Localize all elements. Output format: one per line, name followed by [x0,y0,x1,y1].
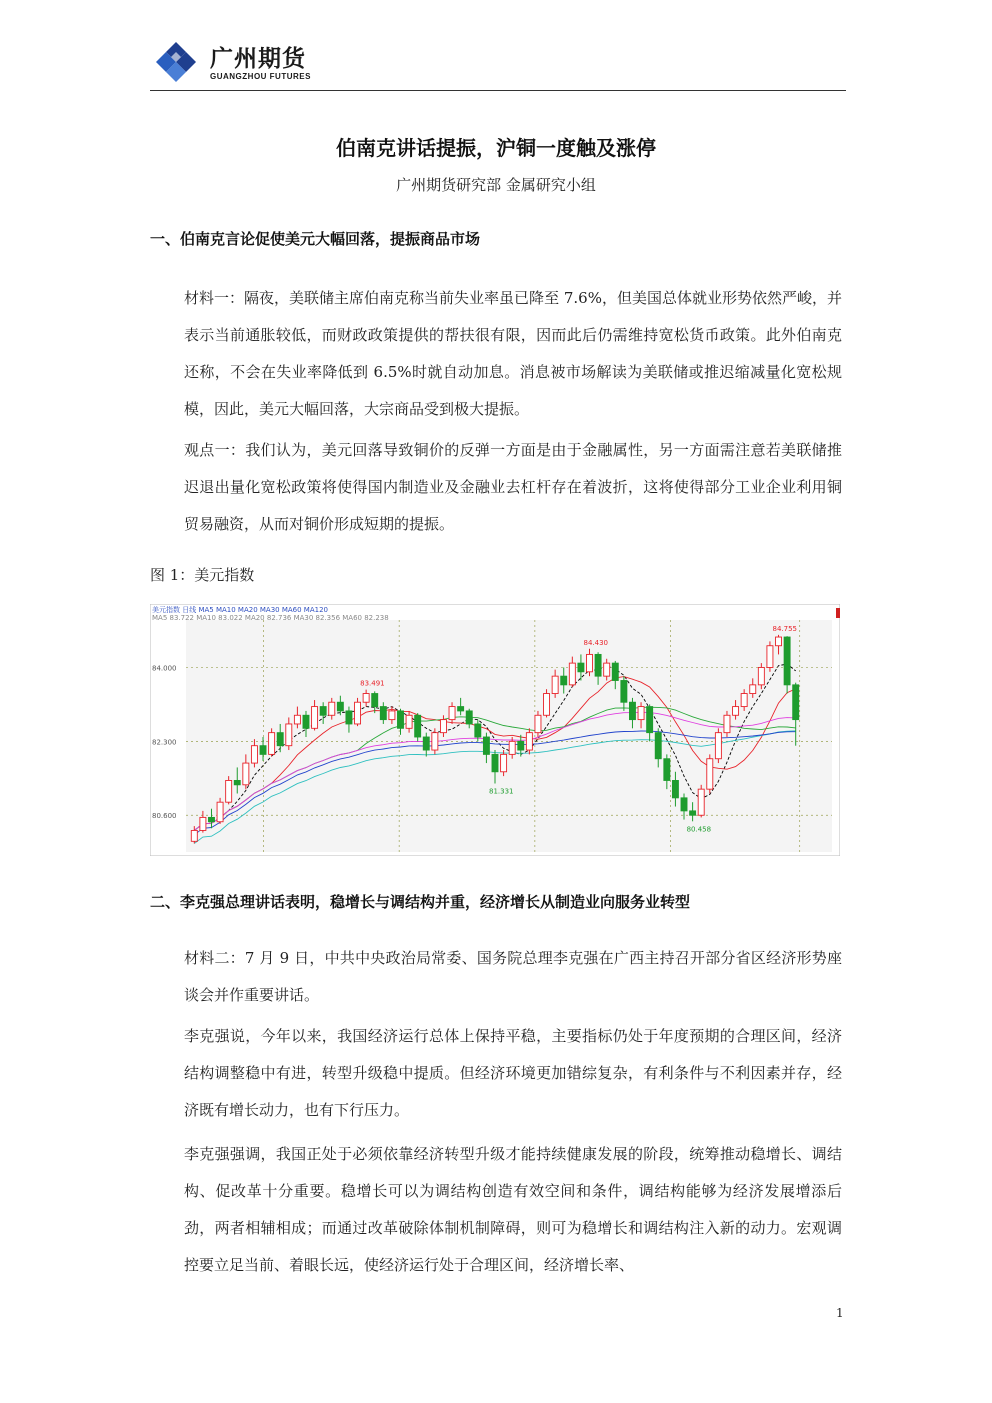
paragraph-2-text: 观点一：我们认为，美元回落导致铜价的反弹一方面是由于金融属性，另一方面需注意若美联储推迟退出量化宽松政策将使得国内制造业及金融业去杠杆存在着波折，这将使得部分工业企业利用铜贸易融资，从而对铜价形成短期的提振。 [184,441,842,533]
candle-up [329,702,335,715]
candle-down [303,715,309,728]
paragraph-5-text: 李克强强调，我国正处于必须依靠经济转型升级才能持续健康发展的阶段，统筹推动稳增长、调结构、促改革十分重要。稳增长可以为调结构创造有效空间和条件，调结构能够为经济发展增添后劲，两者相辅相成；而通过改革破除体制机制障碍，则可为稳增长和调结构注入新的动力。宏观调控要立足当前、着眼长远，使经济运行处于合理区间，经济增长率、 [184,1145,842,1274]
guangzhou-futures-logo-icon [154,40,198,84]
candle-down [647,707,653,733]
candle-up [286,724,292,746]
y-tick-label: 80.600 [152,812,177,821]
candle-down [483,737,489,754]
candle-down [664,759,670,781]
y-tick-label: 84.000 [152,664,177,673]
candle-down [372,694,378,707]
candle-up [243,763,249,785]
paragraph-1-text: 材料一：隔夜，美联储主席伯南克称当前失业率虽已降至 7.6%，但美国总体就业形势依然严峻，并表示当前通胀较低，而财政政策提供的帮扶很有限，因而此后仍需维持宽松货币政策。此外伯南克还称，不会在失业率降低到 6.5%时就自动加息。消息被市场解读为美联储或推迟缩减量化宽松规模，因此，美元大幅回落，大宗商品受到极大提振。 [184,289,842,418]
candle-up [269,733,275,755]
candle-up [312,707,318,729]
candle-up [355,702,361,724]
page-header [150,36,846,91]
candle-down [458,707,464,711]
candle-down [492,754,498,771]
candle-down [655,733,661,759]
candle-up [440,720,446,733]
candle-up [698,789,704,815]
candle-up [226,780,232,802]
candle-down [415,715,421,737]
candle-down [380,707,386,720]
page-number: 1 [836,1306,844,1320]
candle-down [595,654,601,676]
candle-down [561,676,567,685]
candle-down [466,711,472,724]
candle-up [191,830,197,841]
document-title: 伯南克讲话提振，沪铜一度触及涨停 [336,136,656,160]
candle-up [406,715,412,728]
candle-up [363,694,369,703]
candle-up [294,715,300,724]
section-1-heading: 一、伯南克言论促使美元大幅回落，提振商品市场 [150,230,481,248]
paragraph-4-text: 李克强说，今年以来，我国经济运行总体上保持平稳，主要指标仍处于年度预期的合理区间，经济结构调整稳中有进，转型升级稳中提质。但经济环境更加错综复杂，有利条件与不利因素并存，经济既有增长动力，也有下行压力。 [184,1027,842,1119]
logo-text-cn: 广州期货 [210,46,306,72]
price-annotation: 84.430 [583,638,609,647]
candle-up [544,694,550,716]
section-2-heading: 二、李克强总理讲话表明，稳增长与调结构并重，经济增长从制造业向服务业转型 [150,893,691,911]
price-annotation: 83.491 [360,679,385,688]
candle-down [612,663,618,680]
candle-up [733,707,739,716]
paragraph-2 [150,432,842,543]
candle-down [793,685,799,720]
candle-up [587,654,593,671]
candle-down [208,817,214,821]
candle-down [672,780,678,797]
candle-up [741,694,747,707]
candle-up [535,715,541,732]
candle-up [638,707,644,720]
candle-down [784,637,790,685]
candle-down [475,724,481,737]
candle-up [552,676,558,693]
candle-up [707,759,713,789]
candle-down [621,681,627,703]
chart-legend-line-1: 美元指数 日线 MA5 MA10 MA20 MA30 MA60 MA120 [152,606,328,614]
dollar-index-chart [150,604,840,856]
candle-down [346,711,352,724]
candle-up [724,715,730,732]
candle-down [397,711,403,728]
candle-up [432,733,438,750]
price-annotation: 84.755 [772,624,798,633]
candle-down [234,780,240,784]
candle-down [277,733,283,746]
chart-legend-line-2: MA5 83.722 MA10 83.022 MA20 82.736 MA30 82.356 MA60 82.238 [152,614,389,622]
candle-up [509,741,515,754]
document-subtitle: 广州期货研究部 金属研究小组 [396,176,596,194]
candle-up [715,733,721,759]
candle-up [776,637,782,646]
candle-down [690,811,696,815]
candle-down [423,737,429,750]
candle-down [260,746,266,755]
y-tick-label: 82.300 [152,738,177,747]
candle-up [750,685,756,694]
paragraph-1 [150,280,842,428]
paragraph-4 [150,1018,842,1129]
paragraph-3 [150,940,842,1014]
paragraph-5 [150,1136,842,1284]
candle-down [681,798,687,811]
paragraph-3-text: 材料二：7 月 9 日，中共中央政治局常委、国务院总理李克强在广西主持召开部分省区经济形势座谈会并作重要讲话。 [184,949,842,1004]
candle-up [200,817,206,830]
price-annotation: 81.331 [489,787,514,796]
candle-up [501,754,507,771]
price-annotation: 80.458 [686,825,712,834]
candle-up [449,707,455,720]
logo-text-en: GUANGZHOU FUTURES [210,72,311,81]
figure-1-label: 图 1：美元指数 [150,566,255,584]
candle-down [578,663,584,672]
candle-up [251,746,257,763]
candle-up [389,711,395,720]
candle-up [758,667,764,684]
candle-up [767,646,773,668]
candle-down [629,702,635,719]
candle-up [217,802,223,822]
candle-up [526,733,532,750]
candle-up [569,663,575,685]
candle-up [604,663,610,676]
candle-down [337,702,343,711]
candle-down [320,707,326,716]
candle-down [518,741,524,750]
